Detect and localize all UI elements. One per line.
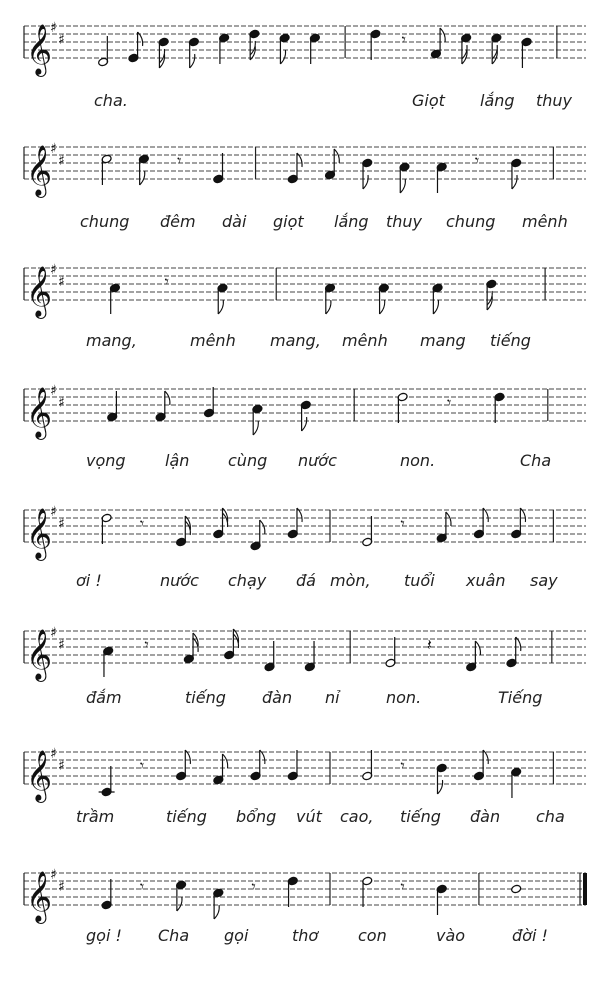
- lyric-word: cha.: [94, 91, 128, 110]
- lyric-word: mênh: [190, 331, 236, 350]
- lyric-word: say: [530, 571, 558, 590]
- lyric-word: cùng: [228, 451, 268, 470]
- note-flag: [253, 421, 258, 435]
- lyric-word: tiếng: [400, 807, 441, 826]
- note-flag: [512, 175, 517, 189]
- lyric-word: non.: [386, 688, 422, 707]
- sharp-icon: ♯: [58, 32, 65, 48]
- rest-icon: 𝄾: [401, 30, 406, 50]
- note-flag: [363, 175, 368, 189]
- rest-icon: 𝄾: [447, 393, 452, 413]
- treble-clef-icon: 𝄞: [26, 24, 53, 75]
- lyric-word: mang,: [270, 331, 321, 350]
- rest-icon: 𝄾: [251, 877, 256, 897]
- lyric-word: tiếng: [490, 331, 531, 350]
- lyric-word: non.: [400, 451, 436, 470]
- sharp-icon: ♯: [58, 879, 65, 895]
- rest-icon: 𝄾: [144, 635, 149, 655]
- note-head: [511, 884, 522, 894]
- lyric-word: con: [358, 926, 387, 945]
- lyric-word: lắng: [334, 212, 369, 231]
- note-flag: [260, 520, 265, 534]
- sharp-icon: ♯: [50, 383, 57, 399]
- lyric-word: chạy: [228, 571, 267, 590]
- lyric-word: Cha: [158, 926, 190, 945]
- note-flag: [177, 897, 182, 911]
- lyric-word: tiếng: [166, 807, 207, 826]
- lyric-word: lận: [165, 451, 190, 470]
- staff-system: [24, 746, 586, 826]
- rest-icon: 𝄾: [400, 756, 405, 776]
- treble-clef-icon: 𝄞: [26, 871, 53, 922]
- lyric-word: thơ: [292, 926, 319, 945]
- lyric-word: đắm: [86, 688, 122, 707]
- note-flag: [440, 28, 445, 42]
- lyric-word: tiếng: [185, 688, 226, 707]
- lyric-word: chung: [446, 212, 496, 231]
- rest-icon: 𝄾: [139, 514, 145, 534]
- lyric-word: đá: [296, 571, 316, 590]
- rest-icon: 𝄾: [400, 514, 405, 534]
- treble-clef-icon: 𝄞: [26, 145, 53, 196]
- staff-lines: [24, 268, 586, 300]
- lyric-word: thuy: [536, 91, 573, 110]
- treble-clef-icon: 𝄞: [26, 750, 53, 801]
- note-flag: [140, 171, 145, 185]
- lyric-word: đàn: [470, 807, 501, 826]
- lyric-word: mang: [420, 331, 466, 350]
- note-flag: [334, 149, 339, 163]
- lyric-word: trầm: [76, 807, 115, 826]
- lyric-word: gọi: [224, 926, 249, 945]
- note-flag: [218, 300, 223, 314]
- staff-system: [24, 383, 586, 470]
- note-flag: [437, 780, 442, 794]
- sharp-icon: ♯: [58, 153, 65, 169]
- staff-lines: [24, 147, 586, 179]
- staff-lines: [24, 873, 586, 905]
- treble-clef-icon: 𝄞: [26, 629, 53, 680]
- lyric-word: chung: [80, 212, 130, 231]
- treble-clef-icon: 𝄞: [26, 266, 53, 317]
- sharp-icon: ♯: [58, 395, 65, 411]
- lyric-word: Tiếng: [498, 688, 543, 707]
- sharp-icon: ♯: [50, 867, 57, 883]
- staff-lines: [24, 26, 586, 58]
- staff-system: [24, 504, 586, 590]
- note-flag: [400, 179, 405, 193]
- final-barline-thick: [583, 873, 587, 905]
- lyric-word: mênh: [342, 331, 388, 350]
- lyric-word: xuân: [466, 571, 506, 590]
- lyric-word: nước: [160, 571, 199, 590]
- note-flag: [165, 391, 170, 405]
- lyric-word: dài: [222, 212, 247, 231]
- note-flag: [302, 417, 307, 431]
- rest-icon: 𝄾: [139, 756, 145, 776]
- rest-icon: 𝄾: [400, 877, 405, 897]
- note-flag: [475, 641, 480, 655]
- sharp-icon: ♯: [58, 637, 65, 653]
- sharp-icon: ♯: [50, 20, 57, 36]
- rest-icon: 𝄾: [474, 151, 480, 171]
- rest-icon: 𝄾: [139, 877, 145, 897]
- note-flag: [280, 50, 285, 64]
- lyric-word: vọng: [86, 451, 126, 470]
- lyric-word: vút: [296, 807, 322, 826]
- sharp-icon: ♯: [50, 746, 57, 762]
- lyric-word: vào: [436, 926, 466, 945]
- note-flag: [214, 905, 219, 919]
- rest-icon: 𝄽: [426, 635, 432, 655]
- note-flag: [223, 754, 228, 768]
- lyric-word: đêm: [160, 212, 196, 231]
- lyric-word: lắng: [480, 91, 515, 110]
- lyric-word: đời !: [512, 926, 548, 945]
- lyric-word: bổng: [236, 807, 277, 826]
- sharp-icon: ♯: [58, 274, 65, 290]
- lyric-word: mênh: [522, 212, 568, 231]
- lyric-word: gọi !: [86, 926, 122, 945]
- lyric-word: nỉ: [325, 688, 340, 707]
- staff-system: [24, 262, 586, 350]
- staff-lines: [24, 752, 586, 784]
- sharp-icon: ♯: [58, 758, 65, 774]
- rest-icon: 𝄾: [177, 151, 182, 171]
- note-flag: [446, 512, 451, 526]
- sharp-icon: ♯: [50, 504, 57, 520]
- staff-system: [24, 867, 587, 945]
- note-flag: [380, 300, 385, 314]
- staff-system: [24, 141, 586, 231]
- treble-clef-icon: 𝄞: [26, 508, 53, 559]
- rest-icon: 𝄾: [164, 272, 169, 292]
- lyric-word: nước: [298, 451, 337, 470]
- lyric-word: Cha: [520, 451, 552, 470]
- note-flag: [190, 54, 195, 68]
- sharp-icon: ♯: [50, 262, 57, 278]
- lyric-word: cao,: [340, 807, 374, 826]
- staff-system: [24, 20, 586, 110]
- lyric-word: cha: [536, 807, 565, 826]
- sharp-icon: ♯: [50, 625, 57, 641]
- lyric-word: đàn: [262, 688, 293, 707]
- lyric-word: thuy: [386, 212, 423, 231]
- sharp-icon: ♯: [50, 141, 57, 157]
- lyric-word: ơi !: [76, 571, 102, 590]
- note-flag: [326, 300, 331, 314]
- lyric-word: mang,: [86, 331, 137, 350]
- staff-system: [24, 625, 586, 707]
- lyric-word: Giọt: [412, 91, 445, 110]
- treble-clef-icon: 𝄞: [26, 387, 53, 438]
- lyric-word: giọt: [273, 212, 304, 231]
- note-flag: [433, 300, 438, 314]
- lyric-word: mòn,: [330, 571, 371, 590]
- lyric-word: tuổi: [404, 571, 435, 590]
- sharp-icon: ♯: [58, 516, 65, 532]
